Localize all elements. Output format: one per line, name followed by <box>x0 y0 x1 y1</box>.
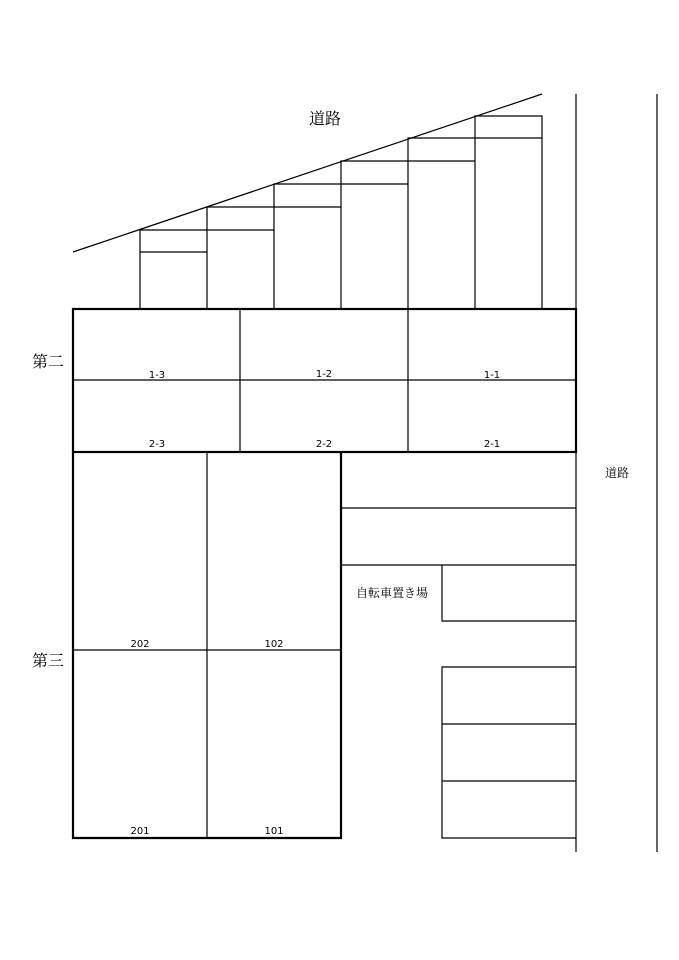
parking-slot <box>341 161 408 308</box>
parking-slot <box>207 207 274 308</box>
unit-label: 2-3 <box>148 439 166 450</box>
block-third <box>73 452 341 838</box>
right-parking-stalls <box>341 508 576 838</box>
block-third-label: 第三 <box>31 651 65 670</box>
stall-line <box>442 565 576 621</box>
parking-slot <box>140 230 207 308</box>
unit-label: 201 <box>130 826 150 837</box>
bicycle-parking-label: 自転車置き場 <box>355 586 429 600</box>
road-label-top: 道路 <box>308 109 342 128</box>
stall-line <box>442 667 576 838</box>
unit-label: 1-1 <box>483 370 501 381</box>
unit-label: 202 <box>130 639 150 650</box>
unit-label: 1-3 <box>148 370 166 381</box>
block-second-label: 第二 <box>31 352 65 371</box>
road-label-right: 道路 <box>604 466 630 480</box>
parking-slot <box>475 116 542 308</box>
parking-slot <box>408 138 475 308</box>
unit-label: 2-1 <box>483 439 501 450</box>
unit-label: 101 <box>264 826 284 837</box>
road-edge-diagonal <box>73 94 542 252</box>
unit-label: 102 <box>264 639 284 650</box>
parking-slot <box>274 184 341 308</box>
stepped-parking-slots <box>140 116 542 308</box>
unit-label: 2-2 <box>315 439 333 450</box>
unit-label: 1-2 <box>315 369 333 380</box>
